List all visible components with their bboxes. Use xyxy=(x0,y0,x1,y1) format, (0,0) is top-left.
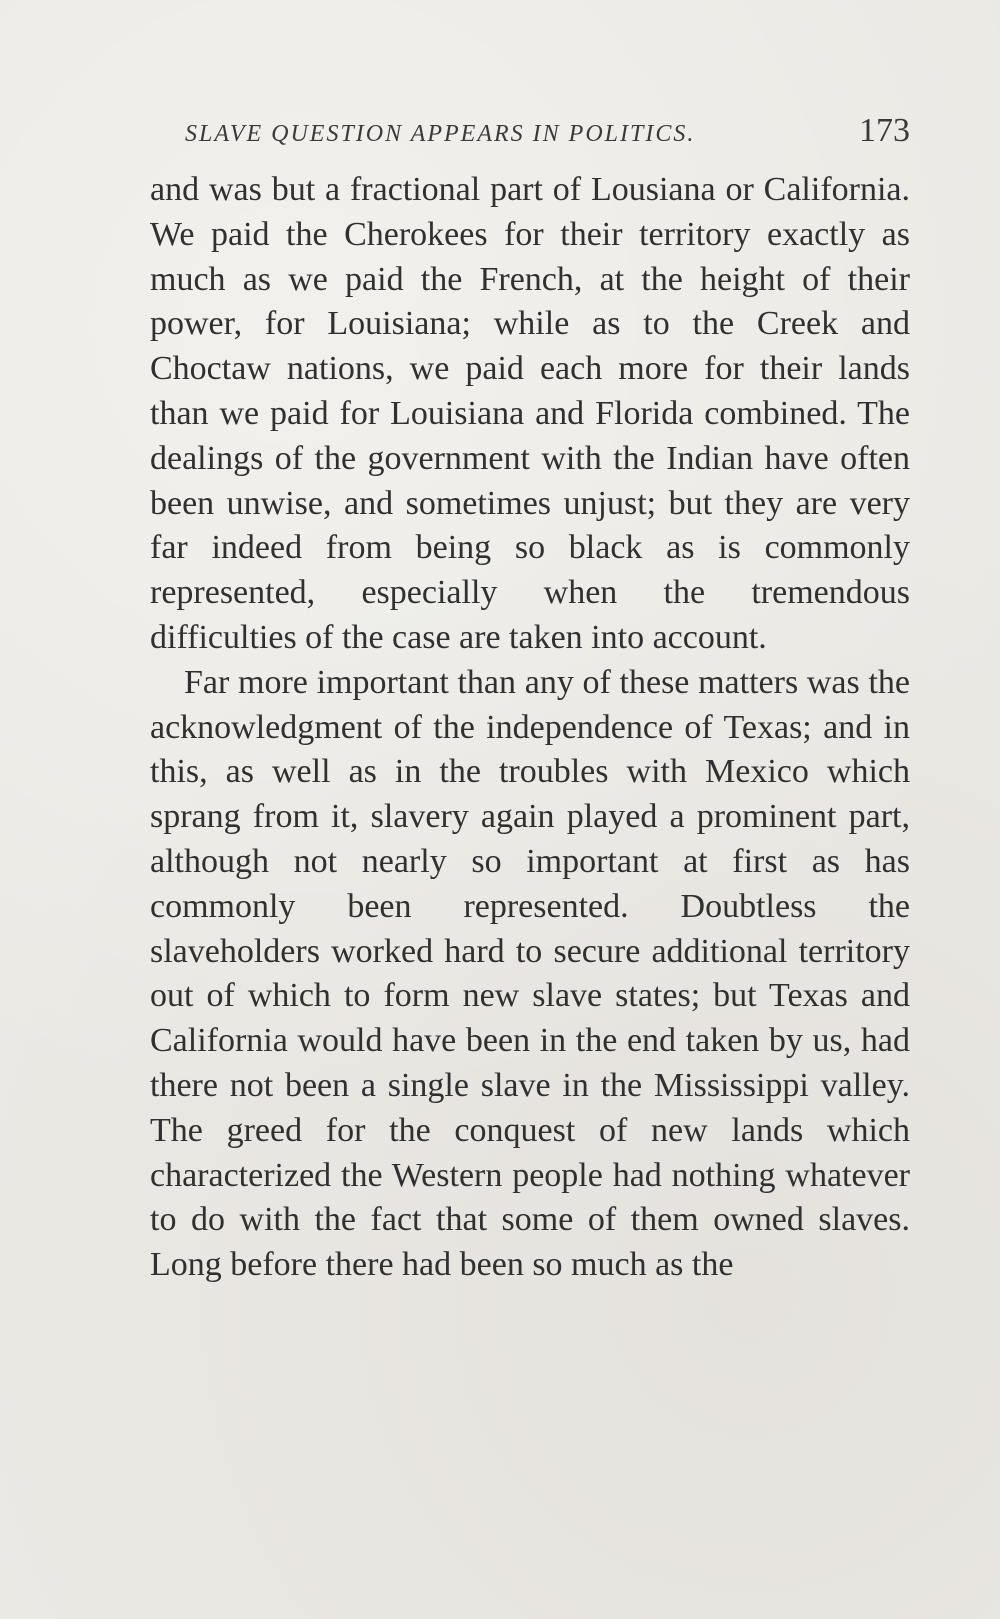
paragraph-1: and was but a fractional part of Lousiana or California. We paid the Cherokees for their territory exactly as much as we paid the French, at the height of their power, for Louisiana; while as to the Creek and Choctaw nations, we paid each more for their lands than we paid for Louisiana and Florida combined. The dealings of the government with the Indian have often been unwise, and sometimes unjust; but they are very far indeed from being so black as is commonly represented, especially when the tremendous difficulties of the case are taken into account. xyxy=(150,171,910,656)
page-number: 173 xyxy=(859,112,910,149)
page-header xyxy=(185,112,910,152)
paragraph-2: Far more important than any of these matters was the acknowledgment of the independence of Texas; and in this, as well as in the troubles with Mexico which sprang from it, slavery again played a prominent part, although not nearly so important at first as has commonly been represented. Doubtless the slaveholders worked hard to secure additional territory out of which to form new slave states; but Texas and California would have been in the end taken by us, had there not been a single slave in the Mississippi valley. The greed for the conquest of new lands which characterized the Western people had nothing whatever to do with the fact that some of them owned slaves. Long before there had been so much as the xyxy=(150,663,910,1284)
running-head: SLAVE QUESTION APPEARS IN POLITICS. xyxy=(185,121,696,147)
body-text xyxy=(150,168,910,1288)
